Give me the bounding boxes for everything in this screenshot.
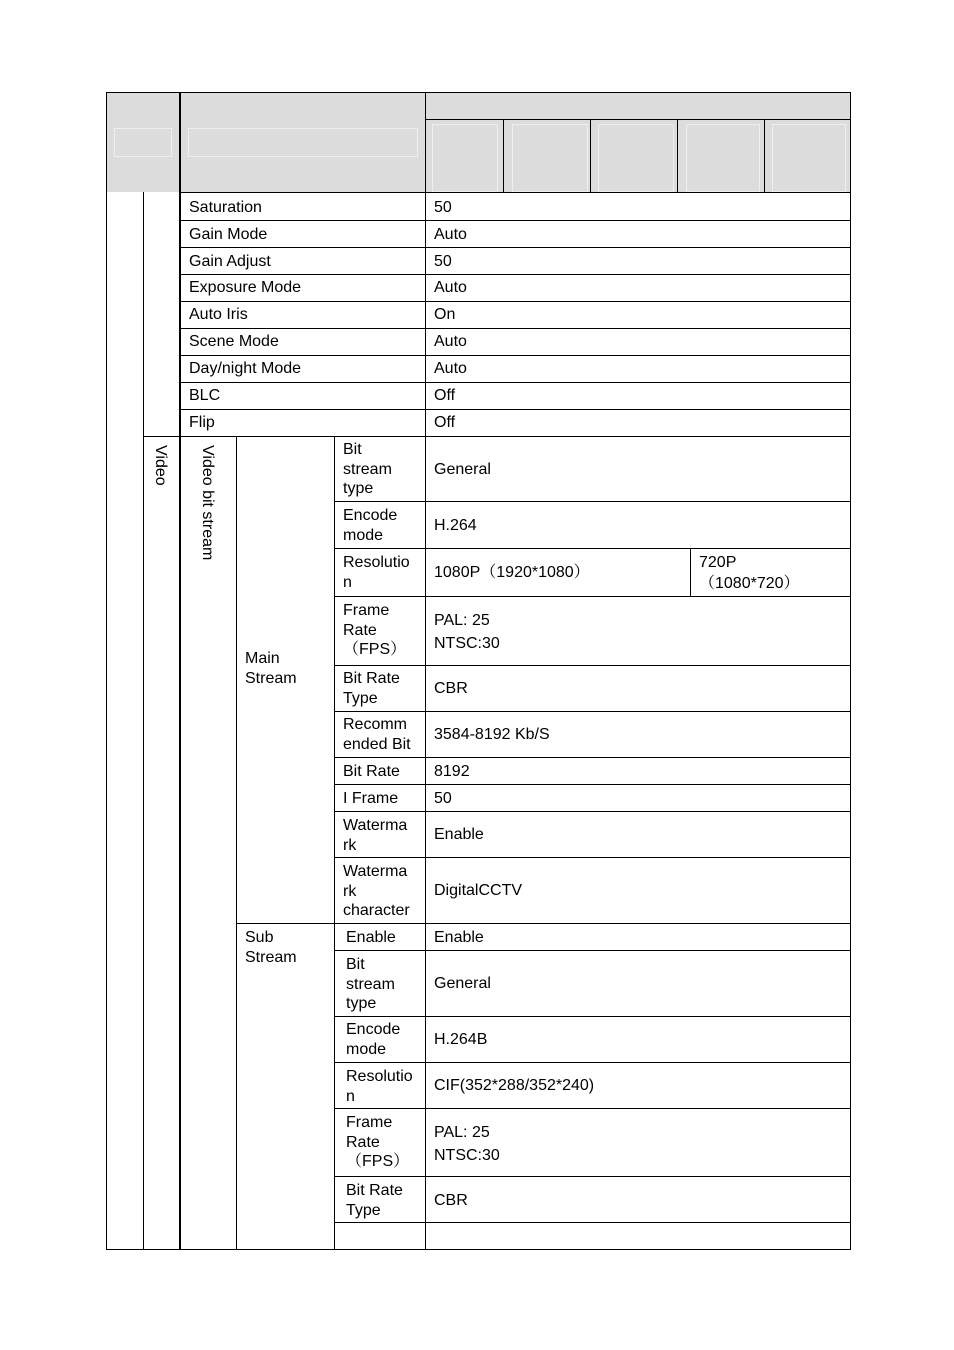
table-rule [180,355,850,356]
table-rule [180,382,850,383]
table-rule [334,1222,850,1223]
row-label-auto-iris: Auto Iris [189,306,248,323]
row-value-exposure-mode: Auto [434,279,467,296]
subcategory-video-bit-stream: Video bit stream [199,445,216,561]
table-rule [180,192,850,193]
table-border [106,92,851,93]
header-cell-inner [772,124,846,192]
row-value-day-night-mode: Auto [434,360,467,377]
header-cell-inner [114,128,172,157]
table-rule [180,301,850,302]
main-bit-rate-label: Bit Rate [343,763,400,780]
table-rule [334,857,850,858]
main-recommended-bit-label: Recomm ended Bit [343,716,411,753]
table-border [106,92,107,1250]
header-cell-inner [512,124,588,192]
category-video: Video [152,445,169,486]
main-resolution-value: 1080P（1920*1080） [434,564,590,581]
main-bit-stream-type-label: Bit stream type [343,441,392,497]
table-rule [503,119,504,192]
table-rule [334,1108,850,1109]
table-rule [690,548,691,596]
main-recommended-bit-value: 3584-8192 Kb/S [434,726,550,743]
sub-bit-stream-type-label: Bit stream type [346,956,395,1012]
table-rule [180,409,850,410]
sub-bit-rate-type-value: CBR [434,1192,468,1209]
sub-bit-rate-type-label: Bit Rate Type [346,1182,403,1219]
row-value-auto-iris: On [434,306,456,323]
table-rule [334,757,850,758]
main-i-frame-label: I Frame [343,790,399,807]
table-rule [236,923,850,924]
table-rule [334,784,850,785]
table-rule [334,1176,850,1177]
main-resolution-value-alt: 720P （1080*720） [699,554,800,592]
row-label-gain-mode: Gain Mode [189,226,268,243]
header-cell-inner [432,124,498,192]
main-stream-label: Main Stream [245,650,297,687]
row-label-saturation: Saturation [189,199,262,216]
main-i-frame-value: 50 [434,790,452,807]
table-border [850,92,851,1250]
main-frame-rate-value: PAL: 25 NTSC:30 [434,612,500,652]
table-rule [143,436,850,437]
main-bit-rate-type-value: CBR [434,680,468,697]
sub-resolution-value: CIF(352*288/352*240) [434,1077,595,1094]
sub-bit-stream-type-value: General [434,975,491,992]
sub-stream-label: Sub Stream [245,929,297,966]
main-frame-rate-label: Frame Rate （FPS） [343,602,407,658]
row-value-gain-adjust: 50 [434,253,452,270]
row-value-flip: Off [434,414,456,431]
sub-frame-rate-value: PAL: 25 NTSC:30 [434,1124,500,1164]
table-rule [180,247,850,248]
row-value-blc: Off [434,387,456,404]
row-label-exposure-mode: Exposure Mode [189,279,302,296]
table-rule [425,119,850,120]
row-value-saturation: 50 [434,199,452,216]
header-cell-inner [686,124,760,192]
table-rule [179,92,181,1250]
table-rule [764,119,765,192]
sub-encode-mode-value: H.264B [434,1031,488,1048]
main-bit-rate-value: 8192 [434,763,470,780]
main-watermark-value: Enable [434,826,484,843]
row-label-blc: BLC [189,387,221,404]
table-rule [334,811,850,812]
table-rule [590,119,591,192]
table-rule [334,501,850,502]
table-rule [334,596,850,597]
main-resolution-label: Resolutio n [343,554,410,591]
table-rule [334,950,850,951]
table-rule [143,192,144,1250]
main-bit-rate-type-label: Bit Rate Type [343,670,400,707]
table-rule [425,92,426,1250]
sub-enable-value: Enable [434,929,484,946]
row-label-gain-adjust: Gain Adjust [189,253,271,270]
sub-encode-mode-label: Encode mode [346,1021,401,1058]
row-label-scene-mode: Scene Mode [189,333,279,350]
main-bit-stream-type-value: General [434,461,491,478]
table-rule [180,274,850,275]
table-rule [334,1016,850,1017]
row-value-scene-mode: Auto [434,333,467,350]
sub-enable-label: Enable [346,929,396,946]
header-cell-inner [188,128,418,157]
main-watermark-character-label: Waterma rk character [343,863,410,919]
row-label-flip: Flip [189,414,215,431]
table-rule [334,1062,850,1063]
sub-frame-rate-label: Frame Rate （FPS） [346,1114,410,1170]
table-rule [180,220,850,221]
header-cell-inner [598,124,674,192]
main-encode-mode-value: H.264 [434,517,477,534]
main-watermark-character-value: DigitalCCTV [434,882,523,899]
sub-resolution-label: Resolutio n [346,1068,413,1105]
main-encode-mode-label: Encode mode [343,507,398,544]
table-rule [334,711,850,712]
table-rule [334,436,335,1250]
table-rule [334,548,850,549]
table-rule [677,119,678,192]
row-label-day-night-mode: Day/night Mode [189,360,302,377]
table-border [106,1249,851,1250]
table-rule [236,436,237,1250]
row-value-gain-mode: Auto [434,226,467,243]
table-rule [334,665,850,666]
main-watermark-label: Waterma rk [343,817,408,854]
table-rule [180,328,850,329]
